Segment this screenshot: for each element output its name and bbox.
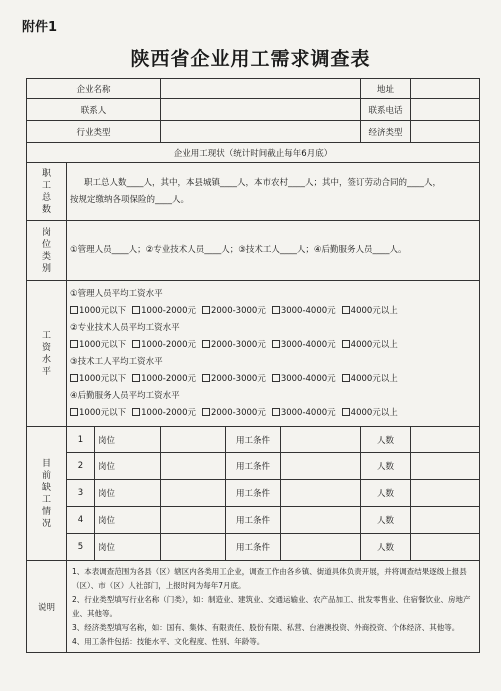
shortage-label: 目 前 缺 工 情 况 bbox=[27, 427, 67, 561]
wage-option[interactable] bbox=[202, 371, 266, 388]
wage-group-title: ①管理人员平均工资水平 bbox=[70, 288, 163, 299]
industry-field[interactable] bbox=[161, 121, 361, 143]
note-item: 3、经济类型填写名称，如：国有、集体、有限责任、股份有限、私营、台港澳投资、外商投资、个体经济、其他等。 bbox=[72, 622, 460, 632]
categories-label: 岗 位 类 别 bbox=[27, 221, 67, 281]
checkbox-icon[interactable] bbox=[272, 408, 280, 416]
note-item: 4、用工条件包括：技能水平、文化程度、性别、年龄等。 bbox=[72, 636, 265, 646]
contact-label: 联系人 bbox=[27, 99, 161, 121]
wage-option[interactable] bbox=[132, 405, 196, 422]
wage-option-label: 1000元以下 bbox=[79, 339, 127, 350]
row-number: 5 bbox=[67, 534, 95, 561]
checkbox-icon[interactable] bbox=[272, 340, 280, 348]
count-label: 人数 bbox=[361, 480, 411, 507]
wage-option[interactable] bbox=[342, 303, 398, 320]
condition-field[interactable] bbox=[281, 427, 361, 453]
wage-group-title: ③技术工人平均工资水平 bbox=[70, 356, 163, 367]
checkbox-icon[interactable] bbox=[342, 340, 350, 348]
status-header: 企业用工现状（统计时间截止每年6月底） bbox=[27, 143, 480, 163]
economic-label: 经济类型 bbox=[361, 121, 411, 143]
post-label: 岗位 bbox=[95, 453, 161, 480]
wage-option-label: 2000-3000元 bbox=[210, 407, 266, 418]
wage-options-row bbox=[70, 371, 476, 388]
row-number: 1 bbox=[67, 427, 95, 453]
checkbox-icon[interactable] bbox=[70, 408, 78, 416]
condition-label: 用工条件 bbox=[226, 480, 281, 507]
checkbox-icon[interactable] bbox=[70, 374, 78, 382]
wage-option-label: 4000元以上 bbox=[350, 407, 398, 418]
checkbox-icon[interactable] bbox=[70, 306, 78, 314]
industry-label: 行业类型 bbox=[27, 121, 161, 143]
post-label: 岗位 bbox=[95, 480, 161, 507]
post-field[interactable] bbox=[161, 534, 226, 561]
condition-label: 用工条件 bbox=[226, 453, 281, 480]
post-label: 岗位 bbox=[95, 427, 161, 453]
checkbox-icon[interactable] bbox=[132, 340, 140, 348]
total-line-2: 按规定缴纳各项保险的____人。 bbox=[70, 194, 190, 205]
wage-option-label: 2000-3000元 bbox=[210, 305, 266, 316]
row-number: 3 bbox=[67, 480, 95, 507]
row-number: 4 bbox=[67, 507, 95, 534]
checkbox-icon[interactable] bbox=[202, 306, 210, 314]
count-field[interactable] bbox=[411, 507, 480, 534]
categories-content[interactable] bbox=[67, 221, 480, 281]
wage-option[interactable] bbox=[342, 337, 398, 354]
wage-option-label: 1000元以下 bbox=[79, 373, 127, 384]
wage-option-label: 3000-4000元 bbox=[280, 339, 336, 350]
condition-field[interactable] bbox=[281, 534, 361, 561]
checkbox-icon[interactable] bbox=[272, 374, 280, 382]
wage-options-row bbox=[70, 337, 476, 354]
company-name-label: 企业名称 bbox=[27, 79, 161, 99]
checkbox-icon[interactable] bbox=[202, 374, 210, 382]
wage-option[interactable] bbox=[70, 405, 126, 422]
wage-option[interactable] bbox=[202, 303, 266, 320]
checkbox-icon[interactable] bbox=[342, 306, 350, 314]
wage-option-label: 4000元以上 bbox=[350, 339, 398, 350]
condition-field[interactable] bbox=[281, 507, 361, 534]
note-item: 2、行业类型填写行业名称（门类），如：制造业、建筑业、交通运输业、农产品加工、批发零售业、住宿餐饮业、房地产业、其他等。 bbox=[72, 594, 471, 618]
wage-option[interactable] bbox=[132, 337, 196, 354]
condition-field[interactable] bbox=[281, 480, 361, 507]
wage-option[interactable] bbox=[342, 371, 398, 388]
post-field[interactable] bbox=[161, 507, 226, 534]
count-label: 人数 bbox=[361, 507, 411, 534]
wage-option-label: 1000-2000元 bbox=[141, 305, 196, 316]
wage-option[interactable] bbox=[272, 371, 336, 388]
checkbox-icon[interactable] bbox=[132, 306, 140, 314]
count-label: 人数 bbox=[361, 534, 411, 561]
wage-option-label: 1000-2000元 bbox=[141, 373, 196, 384]
phone-field[interactable] bbox=[411, 99, 480, 121]
checkbox-icon[interactable] bbox=[202, 340, 210, 348]
count-label: 人数 bbox=[361, 453, 411, 480]
checkbox-icon[interactable] bbox=[342, 374, 350, 382]
notes-label: 说明 bbox=[27, 561, 67, 653]
condition-field[interactable] bbox=[281, 453, 361, 480]
wage-option-label: 3000-4000元 bbox=[280, 373, 336, 384]
post-field[interactable] bbox=[161, 427, 226, 453]
economic-field[interactable] bbox=[411, 121, 480, 143]
wage-options-row bbox=[70, 303, 476, 320]
checkbox-icon[interactable] bbox=[342, 408, 350, 416]
wage-option-label: 2000-3000元 bbox=[210, 373, 266, 384]
wage-option-label: 1000元以下 bbox=[79, 305, 127, 316]
wage-option[interactable] bbox=[272, 303, 336, 320]
wage-content bbox=[67, 281, 480, 427]
wage-option[interactable] bbox=[70, 371, 126, 388]
condition-label: 用工条件 bbox=[226, 507, 281, 534]
checkbox-icon[interactable] bbox=[132, 374, 140, 382]
count-field[interactable] bbox=[411, 534, 480, 561]
wage-option-label: 4000元以上 bbox=[350, 305, 398, 316]
post-label: 岗位 bbox=[95, 534, 161, 561]
wage-label: 工 资 水 平 bbox=[27, 281, 67, 427]
wage-option-label: 1000元以下 bbox=[79, 407, 127, 418]
total-line-1: 职工总人数____人，其中，本县城镇____人，本市农村____人；其中，签订劳动合同的____人， bbox=[84, 177, 442, 188]
wage-option[interactable] bbox=[272, 337, 336, 354]
post-field[interactable] bbox=[161, 453, 226, 480]
wage-group-title: ④后勤服务人员平均工资水平 bbox=[70, 390, 180, 401]
checkbox-icon[interactable] bbox=[70, 340, 78, 348]
note-item: 1、本表调查范围为各县（区）辖区内各类用工企业，调查工作由各乡镇、街道具体负责开展，并将调查结果逐级上报县（区）、市（区）人社部门，上报时间为每年7月底。 bbox=[72, 566, 467, 590]
wage-option[interactable] bbox=[70, 337, 126, 354]
total-content[interactable] bbox=[67, 163, 480, 221]
wage-option-label: 3000-4000元 bbox=[280, 407, 336, 418]
total-label: 职 工 总 数 bbox=[27, 163, 67, 221]
contact-field[interactable] bbox=[161, 99, 361, 121]
categories-line: ①管理人员____人；②专业技术人员____人；③技术工人____人；④后勤服务人员____人。 bbox=[70, 245, 407, 255]
wage-option[interactable] bbox=[202, 337, 266, 354]
post-field[interactable] bbox=[161, 480, 226, 507]
count-label: 人数 bbox=[361, 427, 411, 453]
checkbox-icon[interactable] bbox=[132, 408, 140, 416]
count-field[interactable] bbox=[411, 427, 480, 453]
wage-options-row bbox=[70, 405, 476, 422]
post-label: 岗位 bbox=[95, 507, 161, 534]
address-label: 地址 bbox=[361, 79, 411, 99]
wage-option[interactable] bbox=[342, 405, 398, 422]
wage-option-label: 3000-4000元 bbox=[280, 305, 336, 316]
wage-option[interactable] bbox=[132, 303, 196, 320]
checkbox-icon[interactable] bbox=[272, 306, 280, 314]
count-field[interactable] bbox=[411, 453, 480, 480]
wage-group-title: ②专业技术人员平均工资水平 bbox=[70, 322, 180, 333]
notes-content bbox=[67, 561, 480, 653]
wage-option[interactable] bbox=[132, 371, 196, 388]
survey-table bbox=[26, 78, 480, 653]
wage-option-label: 2000-3000元 bbox=[210, 339, 266, 350]
wage-option[interactable] bbox=[272, 405, 336, 422]
company-name-field[interactable] bbox=[161, 79, 361, 99]
wage-option[interactable] bbox=[202, 405, 266, 422]
wage-option-label: 1000-2000元 bbox=[141, 339, 196, 350]
condition-label: 用工条件 bbox=[226, 427, 281, 453]
address-field[interactable] bbox=[411, 79, 480, 99]
attachment-label: 附件1 bbox=[22, 20, 58, 35]
checkbox-icon[interactable] bbox=[202, 408, 210, 416]
condition-label: 用工条件 bbox=[226, 534, 281, 561]
page-title: 陕西省企业用工需求调查表 bbox=[130, 48, 371, 70]
phone-label: 联系电话 bbox=[361, 99, 411, 121]
wage-option-label: 1000-2000元 bbox=[141, 407, 196, 418]
row-number: 2 bbox=[67, 453, 95, 480]
count-field[interactable] bbox=[411, 480, 480, 507]
wage-option[interactable] bbox=[70, 303, 126, 320]
wage-option-label: 4000元以上 bbox=[350, 373, 398, 384]
